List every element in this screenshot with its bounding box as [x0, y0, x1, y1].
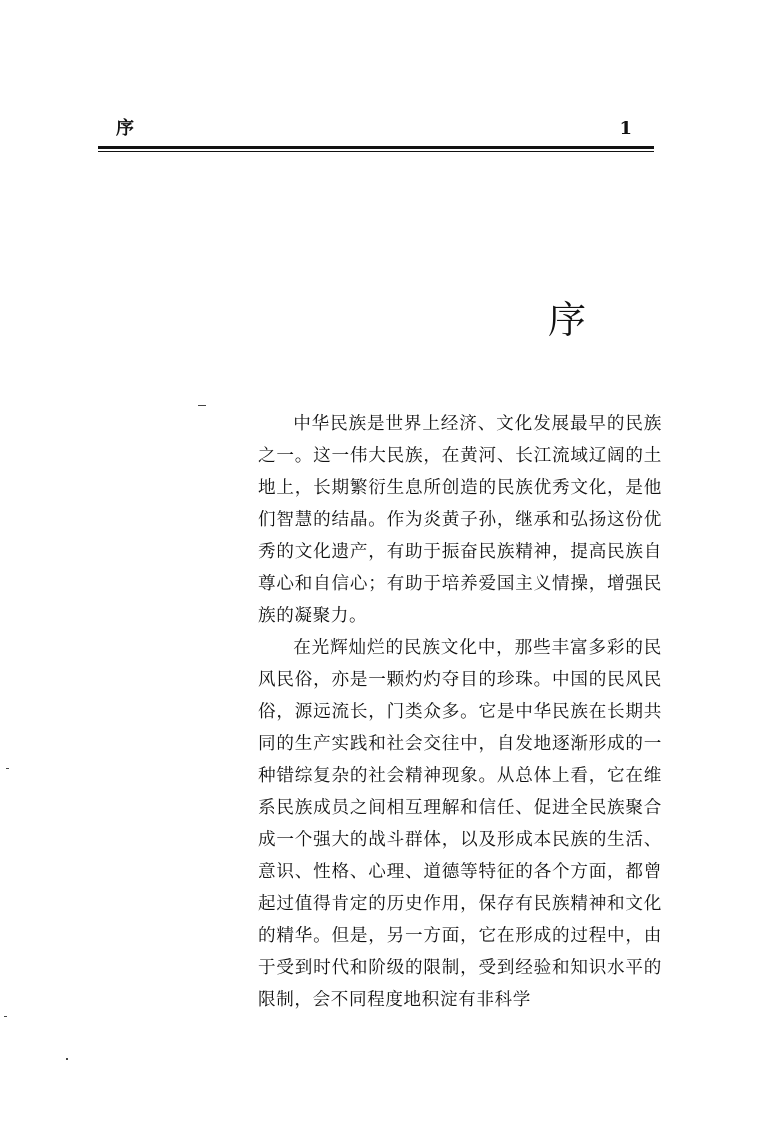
body-text [258, 408, 662, 1016]
header-title: 序 [116, 118, 134, 139]
paragraph-2: 在光辉灿烂的民族文化中，那些丰富多彩的民风民俗，亦是一颗灼灼夺目的珍珠。中国的民风民俗，源远流长，门类众多。它是中华民族在长期共同的生产实践和社会交往中，自发地逐渐形成的一种错综复杂的社会精神现象。从总体上看，它在维系民族成员之间相互理解和信任、促进全民族聚合成一个强大的战斗群体，以及形成本民族的生活、意识、性格、心理、道德等特征的各个方面，都曾起过值得肯定的历史作用，保存有民族精神和文化的精华。但是，另一方面，它在形成的过程中，由于受到时代和阶级的限制，受到经验和知识水平的限制，会不同程度地积淀有非科学 [258, 638, 662, 1010]
scan-mark [6, 768, 9, 769]
header-rule-thick [98, 146, 654, 149]
scan-mark [66, 1058, 68, 1060]
page-number: 1 [619, 118, 632, 139]
running-header [98, 118, 654, 144]
paragraph-1: 中华民族是世界上经济、文化发展最早的民族之一。这一伟大民族，在黄河、长江流域辽阔的土地上，长期繁衍生息所创造的民族优秀文化，是他们智慧的结晶。作为炎黄子孙，继承和弘扬这份优秀的文化遗产，有助于振奋民族精神，提高民族自尊心和自信心；有助于培养爱国主义情操，增强民族的凝聚力。 [258, 414, 662, 626]
header-rule-thin [98, 151, 654, 152]
chapter-title: 序 [548, 298, 587, 342]
scan-mark [198, 405, 206, 406]
scan-mark [4, 1016, 7, 1017]
